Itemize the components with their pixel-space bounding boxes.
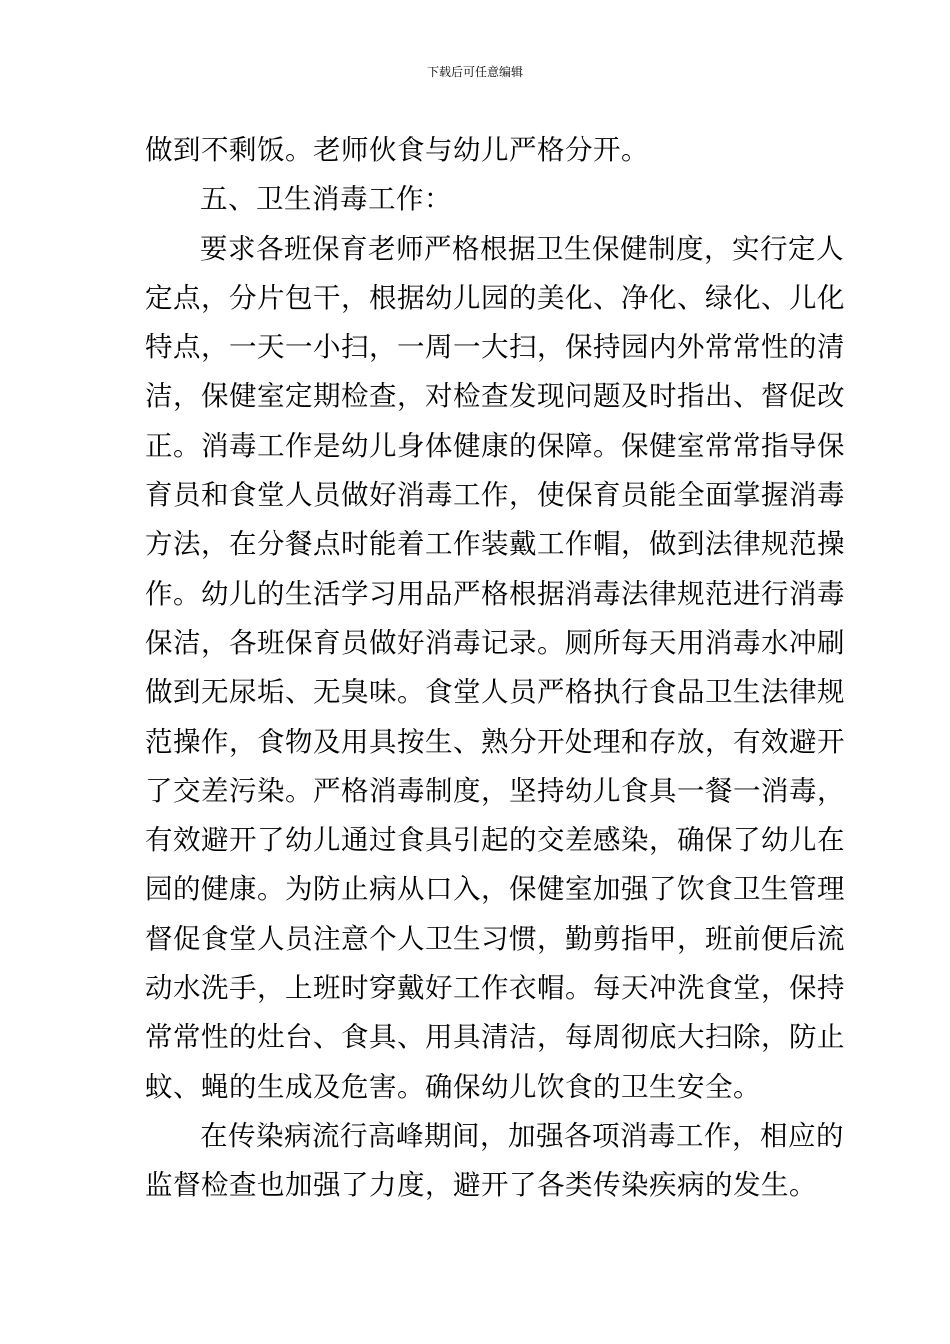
text-line: 育员和食堂人员做好消毒工作，使保育员能全面掌握消毒 — [145, 479, 845, 512]
text-line: 常常性的灶台、食具、用具清洁，每周彻底大扫除，防止 — [145, 1021, 845, 1054]
text-line: 了交差污染。严格消毒制度，坚持幼儿食具一餐一消毒， — [145, 774, 845, 807]
text-line: 定点，分片包干，根据幼儿园的美化、净化、绿化、儿化 — [145, 281, 845, 314]
text-line: 园的健康。为防止病从口入，保健室加强了饮食卫生管理 — [145, 873, 845, 906]
document-body — [145, 126, 845, 1211]
text-line: 动水洗手，上班时穿戴好工作衣帽。每天冲洗食堂，保持 — [145, 972, 845, 1005]
text-line: 作。幼儿的生活学习用品严格根据消毒法律规范进行消毒 — [145, 577, 845, 610]
text-line: 要求各班保育老师严格根据卫生保健制度，实行定人 — [200, 232, 844, 265]
text-line: 督促食堂人员注意个人卫生习惯，勤剪指甲，班前便后流 — [145, 922, 845, 955]
text-line: 五、卫生消毒工作： — [200, 183, 452, 216]
header-note: 下载后可任意编辑 — [426, 65, 523, 79]
text-line: 有效避开了幼儿通过食具引起的交差感染，确保了幼儿在 — [145, 824, 845, 857]
text-line: 保洁，各班保育员做好消毒记录。厕所每天用消毒水冲刷 — [145, 626, 845, 659]
text-line: 正。消毒工作是幼儿身体健康的保障。保健室常常指导保 — [145, 429, 845, 462]
text-line: 监督检查也加强了力度，避开了各类传染疾病的发生。 — [145, 1169, 817, 1202]
text-line: 范操作，食物及用具按生、熟分开处理和存放，有效避开 — [145, 725, 845, 758]
text-line: 做到不剩饭。老师伙食与幼儿严格分开。 — [145, 134, 649, 166]
text-line: 特点，一天一小扫，一周一大扫，保持园内外常常性的清 — [145, 331, 845, 364]
text-line: 蚊、蝇的生成及危害。确保幼儿饮食的卫生安全。 — [145, 1070, 761, 1103]
text-line: 方法，在分餐点时能着工作装戴工作帽，做到法律规范操 — [145, 528, 845, 561]
text-line: 在传染病流行高峰期间，加强各项消毒工作，相应的 — [200, 1119, 844, 1152]
text-line: 洁，保健室定期检查，对检查发现问题及时指出、督促改 — [145, 380, 845, 413]
text-line: 做到无尿垢、无臭味。食堂人员严格执行食品卫生法律规 — [145, 676, 845, 709]
